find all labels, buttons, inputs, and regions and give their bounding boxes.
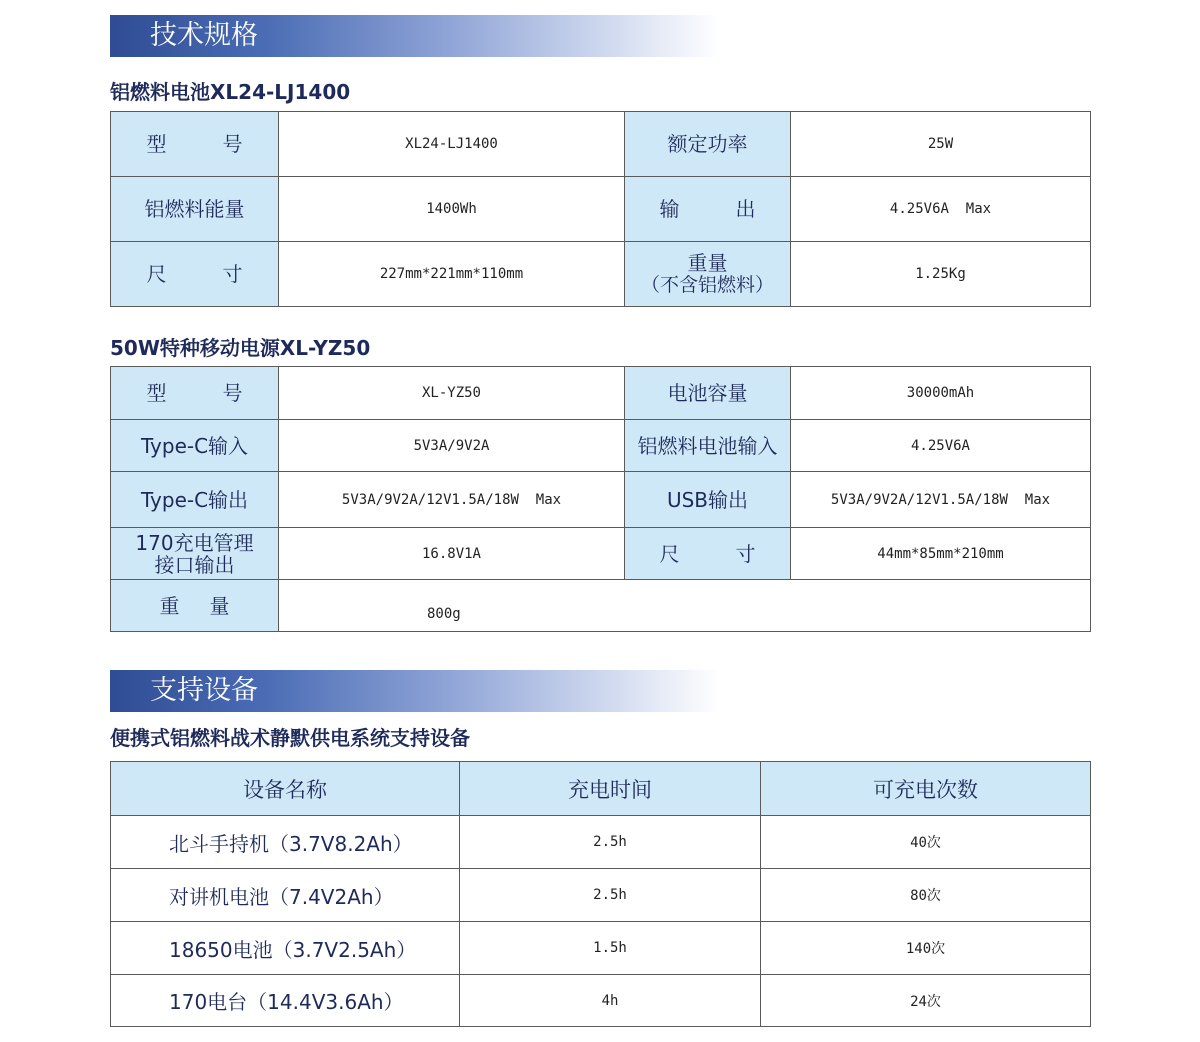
spec-label-weight: 重量 （不含铝燃料）: [625, 242, 791, 307]
spec-value: 227mm*221mm*110mm: [279, 242, 625, 307]
charge-time: 1.5h: [460, 922, 761, 975]
table-row: [111, 816, 1091, 869]
spec-value: 30000mAh: [791, 367, 1091, 420]
spec-label-charge-port: 170充电管理 接口输出: [111, 528, 279, 580]
device-name: 170电台（14.4V3.6Ah）: [111, 975, 460, 1027]
device-name: 对讲机电池（7.4V2Ah）: [111, 869, 460, 922]
column-header: 可充电次数: [761, 762, 1091, 816]
table-row: [111, 922, 1091, 975]
table-row: [111, 367, 1091, 420]
power-spec-table: [110, 366, 1091, 632]
spec-value: 1.25Kg: [791, 242, 1091, 307]
column-header: 充电时间: [460, 762, 761, 816]
charge-time: 4h: [460, 975, 761, 1027]
spec-value: 16.8V1A: [279, 528, 625, 580]
spec-value: 25W: [791, 112, 1091, 177]
spec-value: 800g: [279, 580, 1091, 632]
spec-value: XL-YZ50: [279, 367, 625, 420]
table-row: [111, 177, 1091, 242]
power-subtitle: 50W特种移动电源XL-YZ50: [110, 336, 371, 360]
spec-section-title: 技术规格: [150, 20, 258, 51]
table-row: [111, 869, 1091, 922]
table-row: [111, 528, 1091, 580]
spec-label: 型号: [111, 112, 279, 177]
spec-label: 铝燃料电池输入: [625, 420, 791, 472]
spec-label: 重量: [111, 580, 279, 632]
spec-label: 尺寸: [625, 528, 791, 580]
spec-label: Type-C输出: [111, 472, 279, 528]
table-header-row: [111, 762, 1091, 816]
table-row: [111, 472, 1091, 528]
charge-count: 80次: [761, 869, 1091, 922]
battery-subtitle: 铝燃料电池XL24-LJ1400: [110, 80, 351, 104]
device-name: 北斗手持机（3.7V8.2Ah）: [111, 816, 460, 869]
charge-time: 2.5h: [460, 869, 761, 922]
spec-label: Type-C输入: [111, 420, 279, 472]
spec-value: 1400Wh: [279, 177, 625, 242]
device-subtitle: 便携式铝燃料战术静默供电系统支持设备: [110, 726, 470, 750]
spec-label: 尺寸: [111, 242, 279, 307]
device-section-header: [110, 670, 720, 712]
spec-value: 5V3A/9V2A/12V1.5A/18W Max: [279, 472, 625, 528]
spec-label: 输出: [625, 177, 791, 242]
charge-time: 2.5h: [460, 816, 761, 869]
table-row: [111, 242, 1091, 307]
battery-spec-table: [110, 111, 1091, 307]
spec-label: 电池容量: [625, 367, 791, 420]
spec-label: 型号: [111, 367, 279, 420]
table-row: [111, 420, 1091, 472]
spec-label: 额定功率: [625, 112, 791, 177]
spec-value: XL24-LJ1400: [279, 112, 625, 177]
charge-count: 24次: [761, 975, 1091, 1027]
spec-value: 4.25V6A Max: [791, 177, 1091, 242]
spec-value: 44mm*85mm*210mm: [791, 528, 1091, 580]
charge-count: 140次: [761, 922, 1091, 975]
table-row: [111, 580, 1091, 632]
spec-label: USB输出: [625, 472, 791, 528]
table-row: [111, 975, 1091, 1027]
charge-count: 40次: [761, 816, 1091, 869]
spec-value: 4.25V6A: [791, 420, 1091, 472]
spec-value: 5V3A/9V2A/12V1.5A/18W Max: [791, 472, 1091, 528]
column-header: 设备名称: [111, 762, 460, 816]
device-table: [110, 761, 1091, 1027]
spec-value: 5V3A/9V2A: [279, 420, 625, 472]
spec-label: 铝燃料能量: [111, 177, 279, 242]
spec-section-header: [110, 15, 720, 57]
device-section-title: 支持设备: [150, 675, 258, 706]
table-row: [111, 112, 1091, 177]
device-name: 18650电池（3.7V2.5Ah）: [111, 922, 460, 975]
